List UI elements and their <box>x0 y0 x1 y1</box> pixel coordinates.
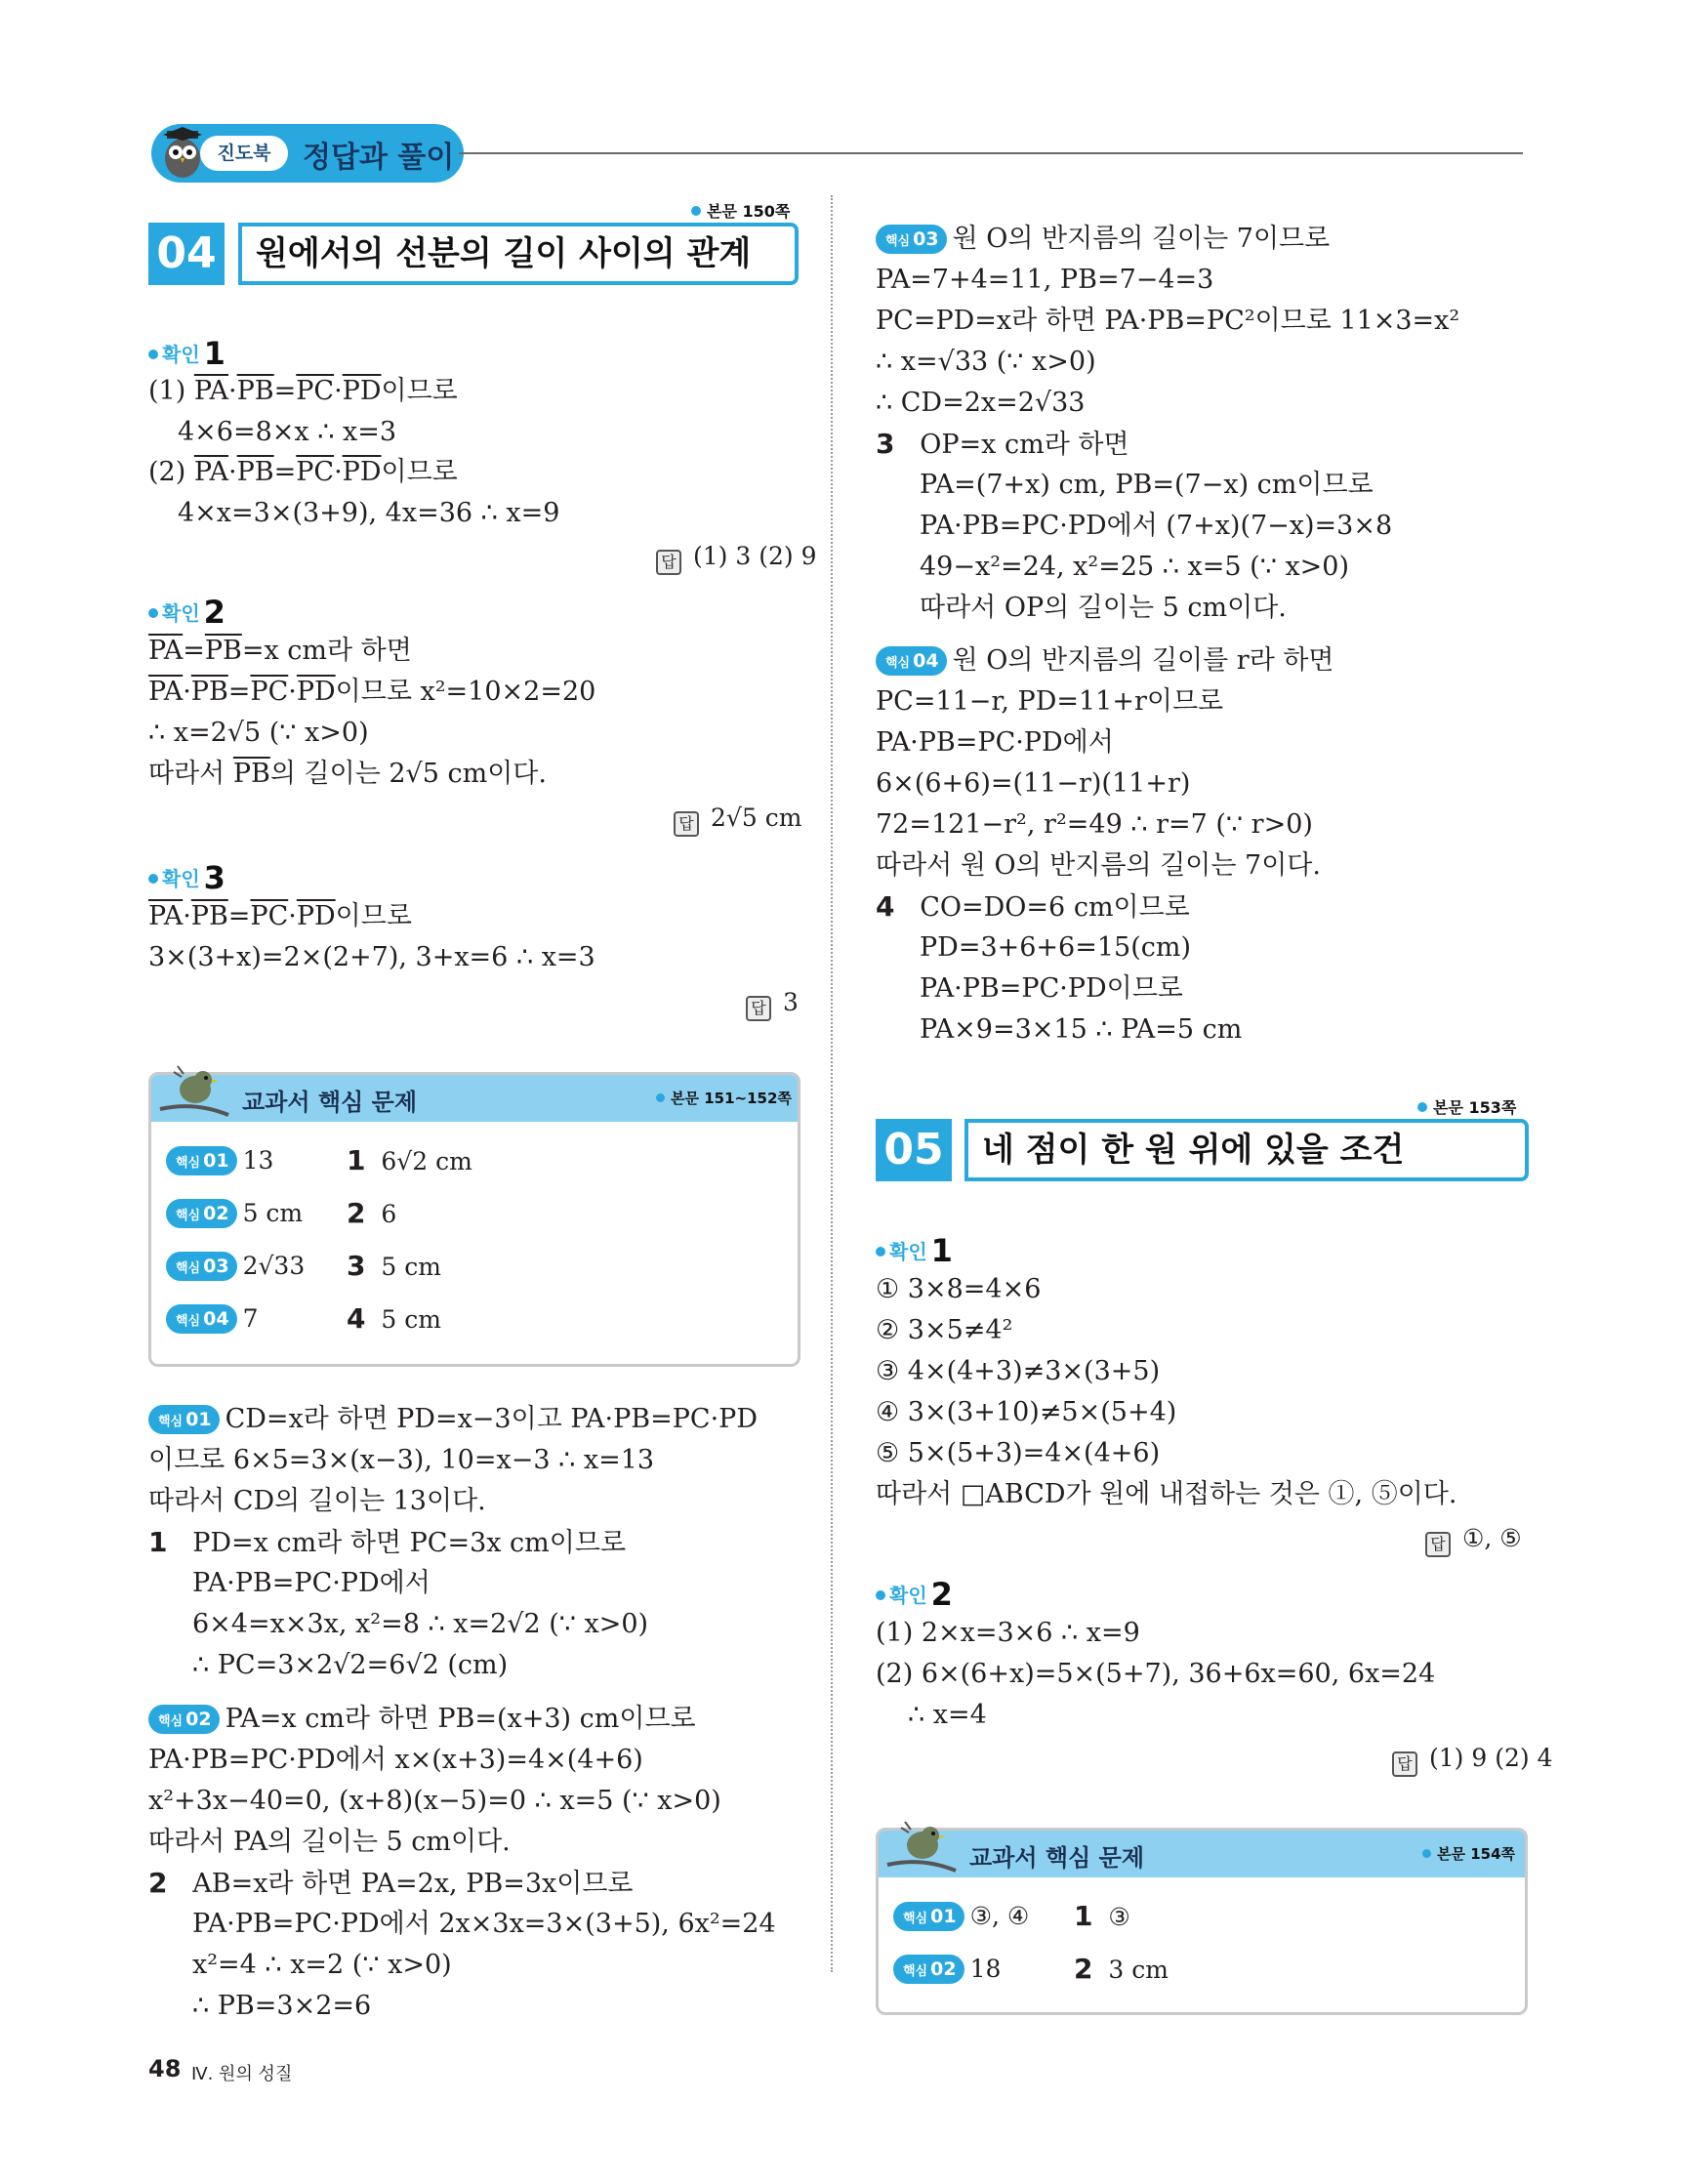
solution-1-line-3: 6×4=x×3x, x²=8 ∴ x=2√2 (∵ x>0) <box>192 1609 649 1639</box>
core-problems-title-2: 교과서 핵심 문제 <box>969 1844 1144 1872</box>
solution-01-line-1: 핵심 01 CD=x라 하면 PD=x−3이고 PA·PB=PC·PD <box>148 1403 758 1436</box>
page-number: 48 <box>148 2055 182 2082</box>
check-5-1-line-3: ③ 4×(4+3)≠3×(3+5) <box>876 1356 1161 1386</box>
solution-01-line-2: 이므로 6×5=3×(x−3), 10=x−3 ∴ x=13 <box>148 1445 655 1475</box>
core-badge: 핵심 01 <box>166 1146 237 1175</box>
check-3-answer: 답 3 <box>746 988 799 1021</box>
solution-4-line-2: PD=3+6+6=15(cm) <box>920 932 1191 963</box>
section-05-ref: 본문 153쪽 <box>1417 1095 1516 1118</box>
section-05-number: 05 <box>876 1119 952 1181</box>
check-2-line-3: ∴ x=2√5 (∵ x>0) <box>148 718 369 748</box>
solution-4-line-1: 4 CO=DO=6 cm이므로 <box>876 890 1190 923</box>
check-1-line-4: 4×x=3×(3+9), 4x=36 ∴ x=9 <box>178 498 560 528</box>
solution-03-line-1: 핵심 03 원 O의 반지름의 길이는 7이므로 <box>876 223 1330 256</box>
section-04-number: 04 <box>148 223 225 285</box>
answer-box-icon: 답 <box>1425 1532 1451 1557</box>
section-04-ref: 본문 150쪽 <box>691 199 790 222</box>
header-title: 정답과 풀이 <box>303 141 455 175</box>
header-rule <box>459 152 1523 154</box>
core-badge: 핵심 01 <box>893 1902 964 1931</box>
solution-04-line-1: 핵심 04 원 O의 반지름의 길이를 r라 하면 <box>876 644 1334 678</box>
check-1-line-3: (2) $\overline{PA}\cdot\overline{PB}=\overline{PC}\cdot\overline{PD}$이므로 <box>148 457 458 487</box>
header-book-label: 진도북 <box>200 136 288 171</box>
core-row: 핵심 04 7 4 5 cm <box>166 1302 771 1336</box>
solution-03-line-4: ∴ x=√33 (∵ x>0) <box>876 347 1096 377</box>
section-04-title: 원에서의 선분의 길이 사이의 관계 <box>238 223 799 285</box>
check-2-line-4: 따라서 $\overline{PB}$의 길이는 2√5 cm이다. <box>148 759 547 789</box>
core-badge: 핵심 03 <box>166 1252 237 1281</box>
solution-02-line-3: x²+3x−40=0, (x+8)(x−5)=0 ∴ x=5 (∵ x>0) <box>148 1786 721 1816</box>
core-problems-ref-2: 본문 154쪽 <box>1422 1843 1515 1864</box>
solution-3-line-1: 3 OP=x cm라 하면 <box>876 428 1129 460</box>
check-3-line-1: $\overline{PA}\cdot\overline{PB}=\overline{PC}\cdot\overline{PD}$이므로 <box>148 901 412 931</box>
solution-3-line-2: PA=(7+x) cm, PB=(7−x) cm이므로 <box>920 470 1374 500</box>
check-2-label: 확인 2 <box>148 594 226 631</box>
solution-04-line-4: 6×(6+6)=(11−r)(11+r) <box>876 768 1191 799</box>
core-badge: 핵심 04 <box>876 646 947 676</box>
core-badge: 핵심 02 <box>893 1955 964 1984</box>
check-2-answer: 답 2√5 cm <box>674 804 801 837</box>
check-5-2-line-1: (1) 2×x=3×6 ∴ x=9 <box>876 1618 1140 1648</box>
column-divider <box>831 195 833 1972</box>
bird-on-branch-icon <box>883 1814 960 1878</box>
solution-1-line-4: ∴ PC=3×2√2=6√2 (cm) <box>192 1650 509 1680</box>
solution-2-line-4: ∴ PB=3×2=6 <box>192 1991 372 2021</box>
check-5-1-line-2: ② 3×5≠4² <box>876 1315 1013 1345</box>
solution-04-line-5: 72=121−r², r²=49 ∴ r=7 (∵ r>0) <box>876 809 1313 840</box>
check-5-2-line-3: ∴ x=4 <box>908 1700 987 1730</box>
answer-box-icon: 답 <box>746 996 771 1021</box>
core-badge: 핵심 02 <box>166 1199 237 1228</box>
solution-2-line-2: PA·PB=PC·PD에서 2x×3x=3×(3+5), 6x²=24 <box>192 1909 776 1939</box>
core-badge: 핵심 04 <box>166 1304 237 1334</box>
core-badge: 핵심 03 <box>876 225 947 254</box>
solution-2-line-3: x²=4 ∴ x=2 (∵ x>0) <box>192 1950 452 1980</box>
solution-04-line-3: PA·PB=PC·PD에서 <box>876 727 1114 758</box>
core-row: 핵심 02 5 cm 2 6 <box>166 1197 771 1230</box>
answer-box-icon: 답 <box>656 550 681 575</box>
solution-1-line-2: PA·PB=PC·PD에서 <box>192 1568 431 1598</box>
core-badge: 핵심 01 <box>148 1405 220 1434</box>
check-1-line-1: (1) $\overline{PA}\cdot\overline{PB}=\overline{PC}\cdot\overline{PD}$이므로 <box>148 376 458 406</box>
check-2-line-1: $\overline{PA}=\overline{PB}=x$ cm라 하면 <box>148 636 412 666</box>
core-badge: 핵심 02 <box>148 1705 220 1734</box>
check-3-line-2: 3×(3+x)=2×(2+7), 3+x=6 ∴ x=3 <box>148 942 595 972</box>
check-1-answer: 답 (1) 3 (2) 9 <box>656 542 816 575</box>
core-row: 핵심 01 13 1 6√2 cm <box>166 1144 771 1177</box>
check-5-1-line-6: 따라서 □ABCD가 원에 내접하는 것은 ①, ⑤이다. <box>876 1479 1457 1509</box>
solution-1-line-1: 1 PD=x cm라 하면 PC=3x cm이므로 <box>148 1526 627 1558</box>
solution-3-line-5: 따라서 OP의 길이는 5 cm이다. <box>920 593 1287 623</box>
check-5-1-label: 확인 1 <box>876 1232 953 1269</box>
solution-01-line-3: 따라서 CD의 길이는 13이다. <box>148 1486 486 1516</box>
solution-3-line-4: 49−x²=24, x²=25 ∴ x=5 (∵ x>0) <box>920 552 1350 582</box>
core-problems-title: 교과서 핵심 문제 <box>242 1089 417 1116</box>
core-row: 핵심 02 18 2 3 cm <box>893 1953 1498 1986</box>
core-problems-ref: 본문 151~152쪽 <box>656 1088 792 1108</box>
solution-4-line-3: PA·PB=PC·PD이므로 <box>920 973 1183 1004</box>
check-2-line-2: $\overline{PA}\cdot\overline{PB}=\overline{PC}\cdot\overline{PD}$이므로 x²=10×2=20 <box>148 677 596 707</box>
core-row: 핵심 01 ③, ④ 1 ③ <box>893 1900 1498 1933</box>
solution-03-line-3: PC=PD=x라 하면 PA·PB=PC²이므로 11×3=x² <box>876 306 1460 336</box>
solution-04-line-6: 따라서 원 O의 반지름의 길이는 7이다. <box>876 850 1321 881</box>
core-row: 핵심 03 2√33 3 5 cm <box>166 1250 771 1283</box>
solution-04-line-2: PC=11−r, PD=11+r이므로 <box>876 686 1224 717</box>
solution-3-line-3: PA·PB=PC·PD에서 (7+x)(7−x)=3×8 <box>920 511 1393 541</box>
check-5-2-line-2: (2) 6×(6+x)=5×(5+7), 36+6x=60, 6x=24 <box>876 1659 1436 1689</box>
answer-box-icon: 답 <box>1392 1751 1417 1777</box>
check-5-1-line-4: ④ 3×(3+10)≠5×(5+4) <box>876 1397 1177 1427</box>
check-5-1-line-1: ① 3×8=4×6 <box>876 1274 1042 1304</box>
solution-03-line-2: PA=7+4=11, PB=7−4=3 <box>876 265 1214 295</box>
check-5-2-label: 확인 2 <box>876 1576 953 1613</box>
bird-on-branch-icon <box>156 1058 232 1123</box>
solution-4-line-4: PA×9=3×15 ∴ PA=5 cm <box>920 1014 1243 1045</box>
solution-02-line-2: PA·PB=PC·PD에서 x×(x+3)=4×(4+6) <box>148 1745 643 1775</box>
solution-02-line-4: 따라서 PA의 길이는 5 cm이다. <box>148 1827 511 1857</box>
check-1-line-2: 4×6=8×x ∴ x=3 <box>178 417 397 447</box>
solution-02-line-1: 핵심 02 PA=x cm라 하면 PB=(x+3) cm이므로 <box>148 1703 696 1736</box>
check-5-1-line-5: ⑤ 5×(5+3)=4×(4+6) <box>876 1438 1161 1468</box>
chapter-title: Ⅳ. 원의 성질 <box>191 2064 293 2084</box>
owl-icon <box>159 125 206 182</box>
section-05-title: 네 점이 한 원 위에 있을 조건 <box>964 1119 1529 1181</box>
check-5-2-answer: 답 (1) 9 (2) 4 <box>1392 1744 1552 1777</box>
solution-03-line-5: ∴ CD=2x=2√33 <box>876 388 1086 418</box>
check-3-label: 확인 3 <box>148 859 226 896</box>
check-5-1-answer: 답 ①, ⑤ <box>1425 1524 1522 1557</box>
check-1-label: 확인 1 <box>148 335 226 372</box>
solution-2-line-1: 2 AB=x라 하면 PA=2x, PB=3x이므로 <box>148 1867 634 1899</box>
answer-box-icon: 답 <box>674 811 699 837</box>
